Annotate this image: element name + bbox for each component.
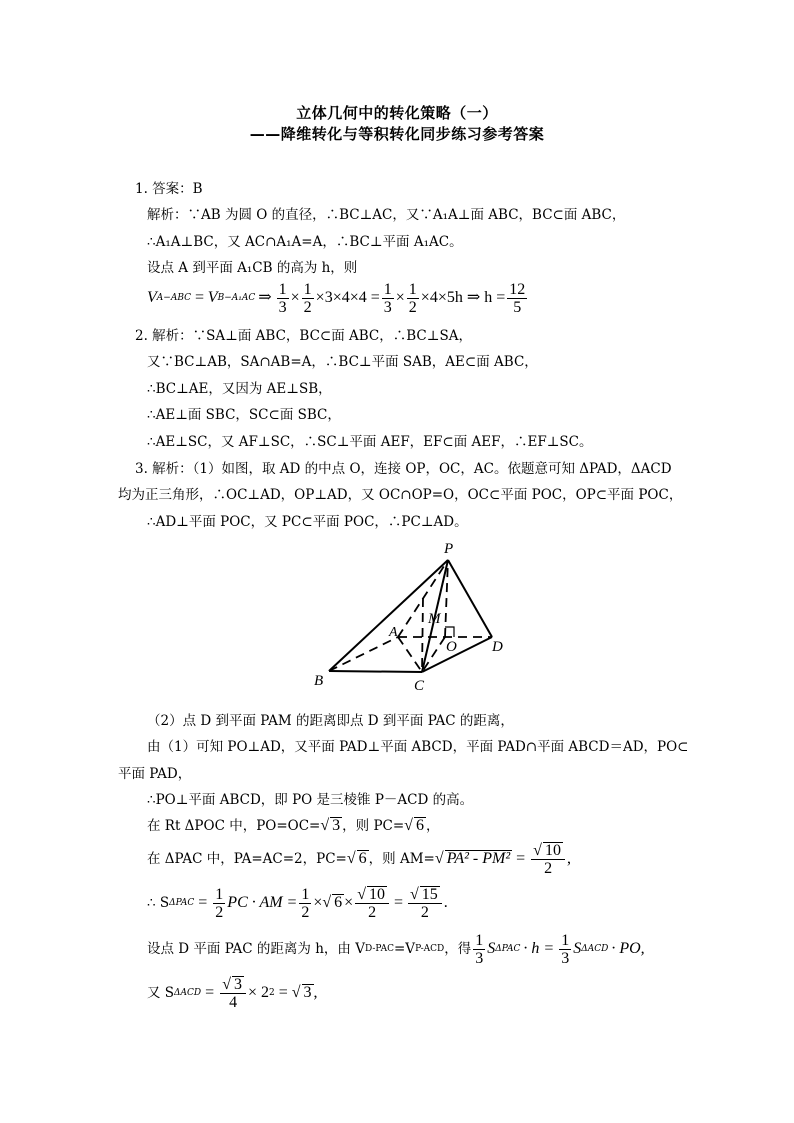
label-D: D xyxy=(492,639,503,655)
q3-part2-2: 由（1）可知 PO⊥AD，又平面 PAD⊥平面 ABCD，平面 PAD∩平面 ABCD＝AD，PO⊂ xyxy=(147,739,689,755)
page-subtitle: ——降维转化与等积转化同步练习参考答案 xyxy=(249,125,545,143)
label-C: C xyxy=(414,678,425,694)
q3-part2-7: ∴ S ΔPAC = $\frac{1}{2}$ PC · AM = $\frac{1}{2}$ × √ 6 × $\frac{√ 10}{2}$ = $\frac{√ 15}{2}$ . xyxy=(147,885,448,921)
q2-line-3: ∴BC⊥AE，又因为 AE⊥SB， xyxy=(147,381,332,397)
q2-line-1: 2. 解析：∵SA⊥面 ABC，BC⊂面 ABC，∴BC⊥SA， xyxy=(135,328,472,344)
label-P: P xyxy=(444,541,454,557)
q1-analysis-3: 设点 A 到平面 A₁CB 的高为 h，则 xyxy=(147,260,358,276)
q1-answer: 1. 答案：B xyxy=(135,181,203,197)
edge-BA xyxy=(329,637,398,671)
edge-AC xyxy=(398,637,422,672)
segment-CM xyxy=(422,598,423,672)
page-title: 立体几何中的转化策略（一） xyxy=(296,104,498,122)
q3-part2-3: 平面 PAD， xyxy=(118,766,192,782)
q1-analysis-2: ∴A₁A⊥BC，又 AC∩A₁A=A，∴BC⊥平面 A₁AC。 xyxy=(147,234,463,250)
q3-part2-8: 设点 D 平面 PAC 的距离为 h，由 V D-PAC =V P-ACD ，得 $\frac{1}{3}$ S ΔPAC · h = $\frac{1}{3}$ S ΔACD · PO, xyxy=(147,931,645,967)
q2-line-2: 又∵BC⊥AB，SA∩AB=A，∴BC⊥平面 SAB，AE⊂面 ABC， xyxy=(147,354,538,370)
label-A: A xyxy=(389,625,398,640)
q3-line-2: 均为正三角形，∴OC⊥AD，OP⊥AD，又 OC∩OP=O，OC⊂平面 POC，OP⊂平面 POC， xyxy=(118,487,683,503)
q1-volume-formula: V A−ABC = V B−A₁AC ⇒ $\frac{1}{3}$ × $\frac{1}{2}$ ×3×4×4 = $\frac{1}{3}$ × $\frac{1}{2}$ ×4×5h ⇒ h = $\frac{12}{5}$ xyxy=(147,280,526,316)
q3-part2-5: 在 Rt ΔPOC 中，PO=OC= √ 3 ，则 PC= √ 6 ， xyxy=(147,817,440,834)
label-B: B xyxy=(314,673,324,689)
q2-line-5: ∴AE⊥SC，又 AF⊥SC，∴SC⊥平面 AEF，EF⊂面 AEF，∴EF⊥SC。 xyxy=(147,434,593,450)
q3-line-3: ∴AD⊥平面 POC，又 PC⊂平面 POC，∴PC⊥AD。 xyxy=(147,514,468,530)
right-angle-mark xyxy=(445,627,454,637)
edge-BC xyxy=(329,671,422,672)
q3-part2-4: ∴PO⊥平面 ABCD，即 PO 是三棱锥 P－ACD 的高。 xyxy=(147,792,474,808)
q3-line-1: 3. 解析：（1）如图，取 AD 的中点 O，连接 OP，OC，AC。依题意可知 ΔPAD，ΔACD xyxy=(135,461,672,477)
q2-line-4: ∴AE⊥面 SBC，SC⊂面 SBC， xyxy=(147,407,341,423)
label-M: M xyxy=(428,611,441,627)
q3-part2-1: （2）点 D 到平面 PAM 的距离即点 D 到平面 PAC 的距离， xyxy=(147,713,514,729)
edge-PD xyxy=(448,560,492,637)
q3-part2-6: 在 ΔPAC 中，PA=AC=2，PC= √ 6 ，则 AM= √ PA² - PM² = $\frac{√ 10}{2}$ , xyxy=(147,841,571,877)
label-O: O xyxy=(446,639,457,655)
q1-analysis-1: 解析：∵AB 为圆 O 的直径，∴BC⊥AC，又∵A₁A⊥面 ABC，BC⊂面 ABC， xyxy=(147,207,626,223)
q3-part2-9: 又 S ΔACD = $\frac{√ 3}{4}$ × 2 2 = √ 3 , xyxy=(147,975,318,1011)
pyramid-figure xyxy=(300,535,520,695)
